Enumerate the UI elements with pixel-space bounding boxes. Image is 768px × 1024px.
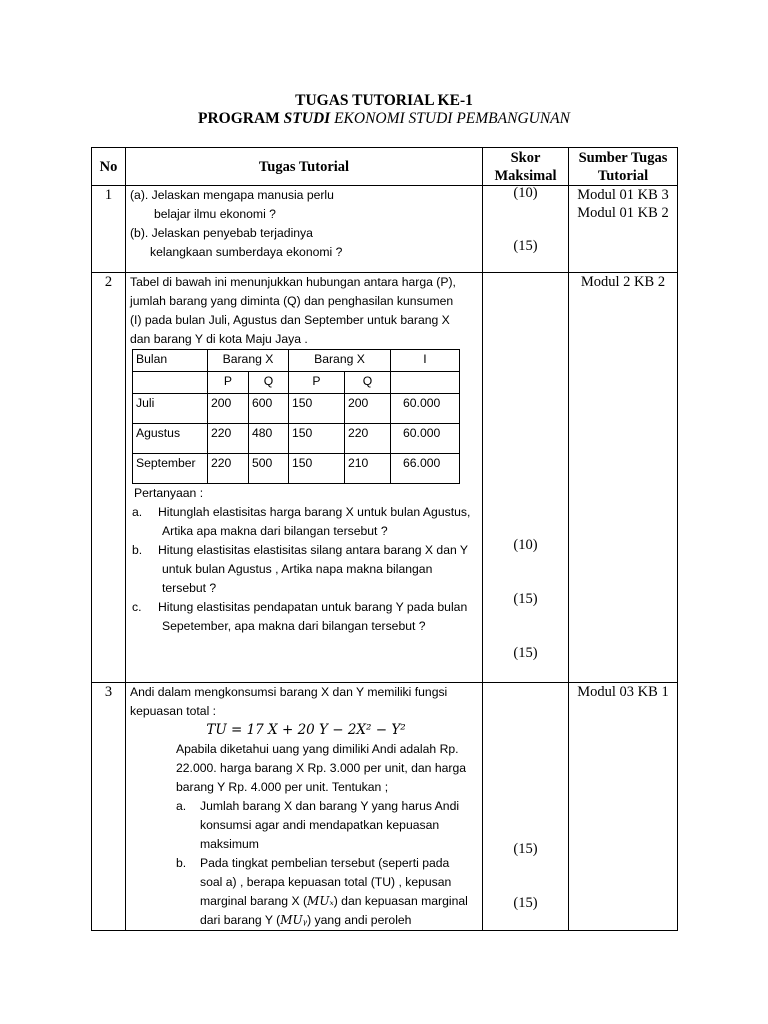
- inner-cell: 600: [249, 394, 289, 424]
- header-skor: [483, 148, 569, 186]
- inner-cell: 220: [345, 424, 391, 454]
- question-continued: untuk bulan Agustus , Artika napa makna bilangan: [162, 562, 433, 576]
- task-line: dan barang Y di kota Maju Jaya .: [130, 332, 308, 346]
- question-text: Hitunglah elastisitas harga barang X untuk bulan Agustus,: [158, 505, 471, 519]
- task-line: (b). Jelaskan penyebab terjadinya: [130, 226, 313, 240]
- source-cell: [569, 273, 678, 683]
- table-row: [92, 186, 678, 273]
- source-line: Modul 03 KB 1: [577, 684, 669, 700]
- question-continued: Artika apa makna dari bilangan tersebut ?: [162, 524, 388, 538]
- inner-header-barang-y: Barang X: [289, 350, 391, 372]
- question-mark: b.: [132, 543, 143, 557]
- document-title: TUGAS TUTORIAL KE-1: [295, 92, 473, 109]
- row-number: 3: [92, 683, 126, 931]
- header-skor-line2: Maksimal: [494, 167, 557, 184]
- text-fragment: dari barang Y (: [200, 913, 281, 927]
- table-header-row: [92, 148, 678, 186]
- source-line: Modul 01 KB 2: [577, 205, 669, 221]
- score-value: (10): [513, 185, 538, 201]
- score-cell: [483, 683, 569, 931]
- task-line: kepuasan total :: [130, 704, 217, 718]
- program-name: EKONOMI STUDI PEMBANGUNAN: [330, 110, 570, 127]
- inner-header-barang-x: Barang X: [208, 350, 289, 372]
- score-value: (15): [513, 238, 538, 254]
- inner-cell: Juli: [133, 394, 208, 424]
- inner-header-q: Q: [345, 372, 391, 394]
- score-value: (15): [513, 895, 538, 911]
- header-source-line1: Sumber Tugas: [578, 149, 668, 166]
- question-label: Pertanyaan :: [134, 486, 204, 500]
- task-line: 22.000. harga barang X Rp. 3.000 per unit, dan harga: [176, 761, 467, 775]
- inner-row: [133, 424, 460, 454]
- header-no: No: [92, 148, 126, 186]
- question-item: [130, 598, 482, 617]
- task-line: Tabel di bawah ini menunjukkan hubungan antara harga (P),: [130, 275, 456, 289]
- inner-subheader-row: [133, 372, 460, 394]
- task-line: (a). Jelaskan mengapa manusia perlu: [130, 188, 334, 202]
- row-number: 2: [92, 273, 126, 683]
- inner-cell: 200: [208, 394, 249, 424]
- program-studi: STUDI: [283, 110, 331, 127]
- tutorial-table: [91, 147, 678, 931]
- source-line: Modul 01 KB 3: [577, 187, 669, 203]
- inner-header-p: P: [208, 372, 249, 394]
- task-cell: [126, 186, 483, 273]
- header-skor-line1: Skor: [510, 149, 541, 166]
- inner-cell: 480: [249, 424, 289, 454]
- inner-header-p: P: [289, 372, 345, 394]
- marginal-utility-y: MUᵧ: [280, 913, 308, 927]
- question-item: [176, 797, 482, 816]
- inner-header-q: Q: [249, 372, 289, 394]
- question-item: [130, 503, 482, 522]
- inner-cell: 150: [289, 424, 345, 454]
- inner-header-row: [133, 350, 460, 372]
- program-title: [0, 110, 768, 128]
- question-mark: a.: [176, 799, 187, 813]
- inner-cell: Agustus: [133, 424, 208, 454]
- inner-cell: 60.000: [391, 424, 460, 454]
- text-fragment: ) dan kepuasan marginal: [333, 894, 468, 908]
- inner-cell: 210: [345, 454, 391, 484]
- header-source: [569, 148, 678, 186]
- score-value: (15): [513, 645, 538, 661]
- inner-cell: 220: [208, 454, 249, 484]
- task-cell: [126, 273, 483, 683]
- inner-row: [133, 454, 460, 484]
- inner-cell: 200: [345, 394, 391, 424]
- task-line: (I) pada bulan Juli, Agustus dan September untuk barang X: [130, 313, 450, 327]
- task-line: jumlah barang yang diminta (Q) dan penghasilan kunsumen: [130, 294, 454, 308]
- question-continued: tersebut ?: [162, 581, 217, 595]
- text-fragment: ) yang andi peroleh: [307, 913, 412, 927]
- inner-cell: 150: [289, 394, 345, 424]
- question-continued: [176, 911, 482, 930]
- question-continued: maksimum: [200, 837, 259, 851]
- row-number: 1: [92, 186, 126, 273]
- task-line: belajar ilmu ekonomi ?: [154, 207, 276, 221]
- inner-cell: 500: [249, 454, 289, 484]
- task-line: Apabila diketahui uang yang dimiliki Andi adalah Rp.: [176, 742, 459, 756]
- task-cell: [126, 683, 483, 931]
- question-continued: [176, 892, 482, 911]
- source-cell: [569, 186, 678, 273]
- question-mark: b.: [176, 856, 187, 870]
- question-continued: soal a) , berapa kepuasan total (TU) , kepusan: [200, 875, 452, 889]
- inner-header-income: I: [391, 350, 460, 372]
- question-mark: c.: [132, 600, 142, 614]
- question-continued: konsumsi agar andi mendapatkan kepuasan: [200, 818, 440, 832]
- table-row: [92, 683, 678, 931]
- task-line: Andi dalam mengkonsumsi barang X dan Y memiliki fungsi: [130, 685, 448, 699]
- problem-statement: [130, 740, 482, 930]
- inner-cell: 220: [208, 424, 249, 454]
- question-text: Jumlah barang X dan barang Y yang harus Andi: [200, 799, 460, 813]
- question-item: [176, 854, 482, 873]
- question-item: [130, 541, 482, 560]
- source-cell: [569, 683, 678, 931]
- question-text: Hitung elastisitas pendapatan untuk barang Y pada bulan: [158, 600, 468, 614]
- question-text: Pada tingkat pembelian tersebut (seperti pada: [200, 856, 450, 870]
- inner-header-bulan: Bulan: [133, 350, 208, 372]
- inner-cell: 60.000: [391, 394, 460, 424]
- price-quantity-table: [132, 349, 460, 484]
- header-source-line2: Tutorial: [597, 167, 649, 184]
- source-line: Modul 2 KB 2: [580, 274, 666, 290]
- utility-equation: TU = 17 X + 20 Y − 2X² − Y²: [206, 722, 406, 738]
- question-mark: a.: [132, 505, 143, 519]
- inner-cell: 150: [289, 454, 345, 484]
- score-cell: [483, 273, 569, 683]
- score-value: (10): [513, 537, 538, 553]
- task-line: barang Y Rp. 4.000 per unit. Tentukan ;: [176, 780, 389, 794]
- question-text: Hitung elastisitas elastisitas silang antara barang X dan Y: [158, 543, 469, 557]
- task-line: kelangkaan sumberdaya ekonomi ?: [150, 245, 343, 259]
- score-cell: [483, 186, 569, 273]
- text-fragment: marginal barang X (: [200, 894, 308, 908]
- inner-cell: September: [133, 454, 208, 484]
- marginal-utility-x: MUₓ: [307, 894, 334, 908]
- inner-cell: 66.000: [391, 454, 460, 484]
- table-row: [92, 273, 678, 683]
- header-task: Tugas Tutorial: [126, 148, 483, 186]
- score-value: (15): [513, 591, 538, 607]
- inner-row: [133, 394, 460, 424]
- question-continued: Sepetember, apa makna dari bilangan tersebut ?: [162, 619, 426, 633]
- score-value: (15): [513, 841, 538, 857]
- program-prefix: PROGRAM: [198, 110, 284, 127]
